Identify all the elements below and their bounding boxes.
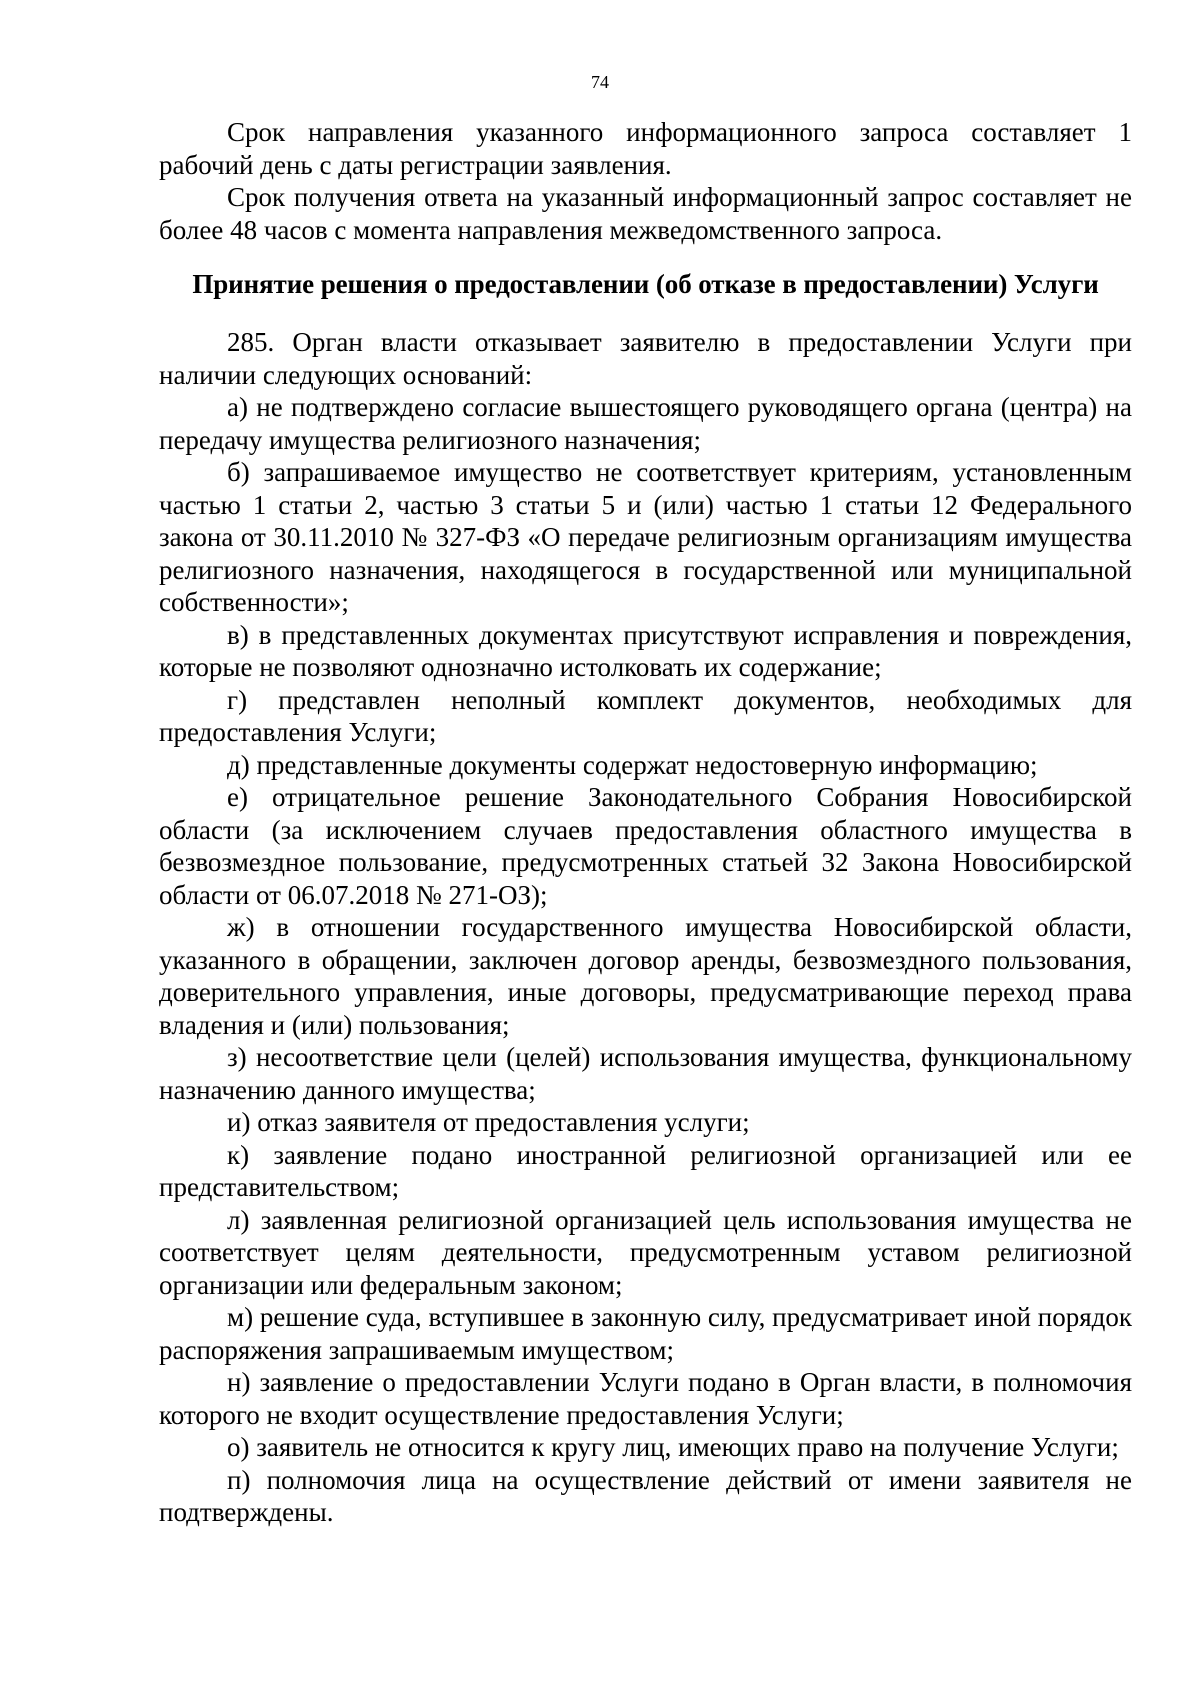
ground-item-z: з) несоответствие цели (целей) использования имущества, функциональному назначению данного имущества; — [159, 1042, 1132, 1105]
ground-item-i: и) отказ заявителя от предоставления услуги; — [227, 1107, 750, 1137]
ground-item-e: е) отрицательное решение Законодательного Собрания Новосибирской области (за исключением случаев предоставления областного имущества в безвозмездное пользование, предусмотренных статьей 32 Закона Новосибирской области от 06.07.2018 № 271-ОЗ); — [159, 782, 1132, 910]
ground-item-l: л) заявленная религиозной организацией цель использования имущества не соответствует целям деятельности, предусмотренным уставом религиозной организации или федеральным законом; — [159, 1204, 1132, 1300]
intro-paragraph-2: Срок получения ответа на указанный информационный запрос составляет не более 48 часов с момента направления межведомственного запроса. — [159, 182, 1132, 245]
ground-item-m: м) решение суда, вступившее в законную силу, предусматривает иной порядок распоряжения запрашиваемым имуществом; — [159, 1302, 1132, 1365]
ground-item-p: п) полномочия лица на осуществление действий от имени заявителя не подтверждены. — [159, 1464, 1132, 1527]
ground-item-b: б) запрашиваемое имущество не соответствует критериям, установленным частью 1 статьи 2, частью 3 статьи 5 и (или) частью 1 статьи 12 Федерального закона от 30.11.2010 № 327-ФЗ «О передаче религиозным организациям имущества религиозного назначения, находящегося в государственной или муниципальной собственности»; — [159, 457, 1132, 617]
ground-item-o: о) заявитель не относится к кругу лиц, имеющих право на получение Услуги; — [227, 1432, 1119, 1462]
document-body — [159, 116, 1132, 1529]
ground-item-a: а) не подтверждено согласие вышестоящего руководящего органа (центра) на передачу имущества религиозного назначения; — [159, 392, 1132, 455]
intro-paragraph-1: Срок направления указанного информационного запроса составляет 1 рабочий день с даты регистрации заявления. — [159, 117, 1132, 180]
ground-item-d: д) представленные документы содержат недостоверную информацию; — [227, 749, 1038, 780]
ground-item-v: в) в представленных документах присутствуют исправления и повреждения, которые не позволяют однозначно истолковать их содержание; — [159, 619, 1132, 682]
ground-item-k: к) заявление подано иностранной религиозной организацией или ее представительством; — [159, 1139, 1132, 1202]
ground-item-zh: ж) в отношении государственного имущества Новосибирской области, указанного в обращении, заключен договор аренды, безвозмездного пользования, доверительного управления, иные договоры, предусматривающие переход права владения и (или) пользования; — [159, 912, 1132, 1040]
grounds-list — [159, 391, 1132, 1529]
section-heading: Принятие решения о предоставлении (об отказе в предоставлении) Услуги — [192, 269, 1099, 299]
ground-item-g: г) представлен неполный комплект документов, необходимых для предоставления Услуги; — [159, 684, 1132, 747]
ground-item-n: н) заявление о предоставлении Услуги подано в Орган власти, в полномочия которого не входит осуществление предоставления Услуги; — [159, 1367, 1132, 1430]
clause-285: 285. Орган власти отказывает заявителю в предоставлении Услуги при наличии следующих оснований: — [159, 327, 1132, 390]
page-number: 74 — [591, 72, 609, 92]
